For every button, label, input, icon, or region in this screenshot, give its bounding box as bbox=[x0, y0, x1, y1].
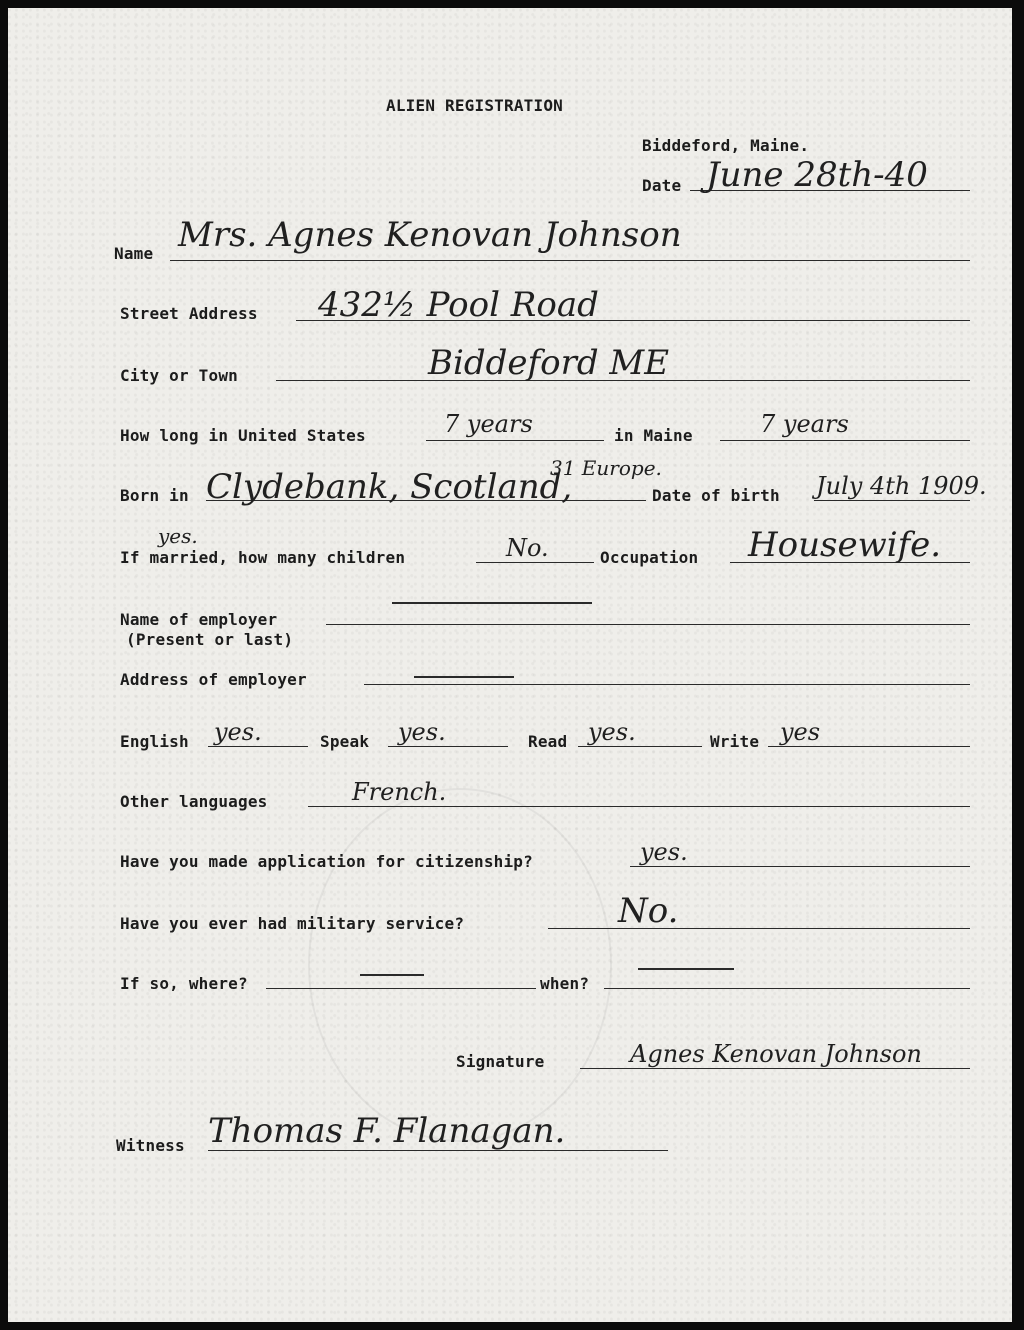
date-value: June 28th-40 bbox=[706, 155, 928, 195]
employer-address-line bbox=[364, 684, 970, 685]
married-note: yes. bbox=[158, 524, 198, 548]
date-label: Date bbox=[642, 176, 682, 195]
form-place: Biddeford, Maine. bbox=[642, 136, 810, 155]
in-maine-line bbox=[720, 440, 970, 441]
employer-name-dash bbox=[392, 602, 592, 604]
name-line bbox=[170, 260, 970, 261]
read-label: Read bbox=[528, 732, 568, 751]
faint-seal-watermark bbox=[308, 788, 612, 1142]
signature-value: Agnes Kenovan Johnson bbox=[630, 1040, 922, 1068]
how-long-us-line bbox=[426, 440, 604, 441]
married-label: If married, how many children bbox=[120, 548, 406, 567]
born-in-value: Clydebank, Scotland, bbox=[206, 467, 573, 507]
born-note: 31 Europe. bbox=[550, 456, 662, 480]
witness-label: Witness bbox=[116, 1136, 185, 1155]
how-long-us-label: How long in United States bbox=[120, 426, 366, 445]
children-value: No. bbox=[506, 534, 549, 562]
signature-label: Signature bbox=[456, 1052, 545, 1071]
military-value: No. bbox=[618, 891, 679, 931]
dob-label: Date of birth bbox=[652, 486, 780, 505]
citizenship-value: yes. bbox=[640, 838, 688, 866]
dob-value: July 4th 1909. bbox=[816, 472, 987, 500]
citizenship-line bbox=[630, 866, 970, 867]
write-line bbox=[768, 746, 970, 747]
city-label: City or Town bbox=[120, 366, 238, 385]
speak-value: yes. bbox=[398, 718, 446, 746]
when-line bbox=[604, 988, 970, 989]
dob-line bbox=[814, 500, 970, 501]
citizenship-label: Have you made application for citizenship? bbox=[120, 852, 533, 871]
write-label: Write bbox=[710, 732, 760, 751]
employer-name-sub-label: (Present or last) bbox=[126, 630, 294, 649]
street-value: 432½ Pool Road bbox=[318, 285, 599, 325]
english-label: English bbox=[120, 732, 189, 751]
employer-address-label: Address of employer bbox=[120, 670, 307, 689]
speak-line bbox=[388, 746, 508, 747]
when-label: when? bbox=[540, 974, 590, 993]
employer-name-line bbox=[326, 624, 970, 625]
read-line bbox=[578, 746, 702, 747]
witness-value: Thomas F. Flanagan. bbox=[208, 1111, 566, 1151]
other-languages-line bbox=[308, 806, 970, 807]
how-long-us-value: 7 years bbox=[444, 410, 533, 438]
if-so-where-label: If so, where? bbox=[120, 974, 248, 993]
employer-address-dash bbox=[414, 676, 514, 678]
born-in-label: Born in bbox=[120, 486, 189, 505]
where-line bbox=[266, 988, 536, 989]
in-maine-label: in Maine bbox=[614, 426, 693, 445]
name-label: Name bbox=[114, 244, 154, 263]
english-line bbox=[208, 746, 308, 747]
signature-line bbox=[580, 1068, 970, 1069]
military-line bbox=[548, 928, 970, 929]
city-value: Biddeford ME bbox=[428, 343, 670, 383]
occupation-value: Housewife. bbox=[748, 525, 942, 565]
document-page bbox=[8, 8, 1012, 1322]
street-label: Street Address bbox=[120, 304, 258, 323]
form-title: ALIEN REGISTRATION bbox=[386, 96, 563, 115]
children-line bbox=[476, 562, 594, 563]
name-value: Mrs. Agnes Kenovan Johnson bbox=[178, 215, 682, 255]
where-dash bbox=[360, 974, 424, 976]
other-languages-value: French. bbox=[352, 778, 447, 806]
speak-label: Speak bbox=[320, 732, 370, 751]
military-label: Have you ever had military service? bbox=[120, 914, 465, 933]
employer-name-label: Name of employer bbox=[120, 610, 278, 629]
write-value: yes bbox=[780, 718, 821, 746]
in-maine-value: 7 years bbox=[760, 410, 849, 438]
when-dash bbox=[638, 968, 734, 970]
occupation-label: Occupation bbox=[600, 548, 699, 567]
english-value: yes. bbox=[214, 718, 262, 746]
read-value: yes. bbox=[588, 718, 636, 746]
other-languages-label: Other languages bbox=[120, 792, 268, 811]
